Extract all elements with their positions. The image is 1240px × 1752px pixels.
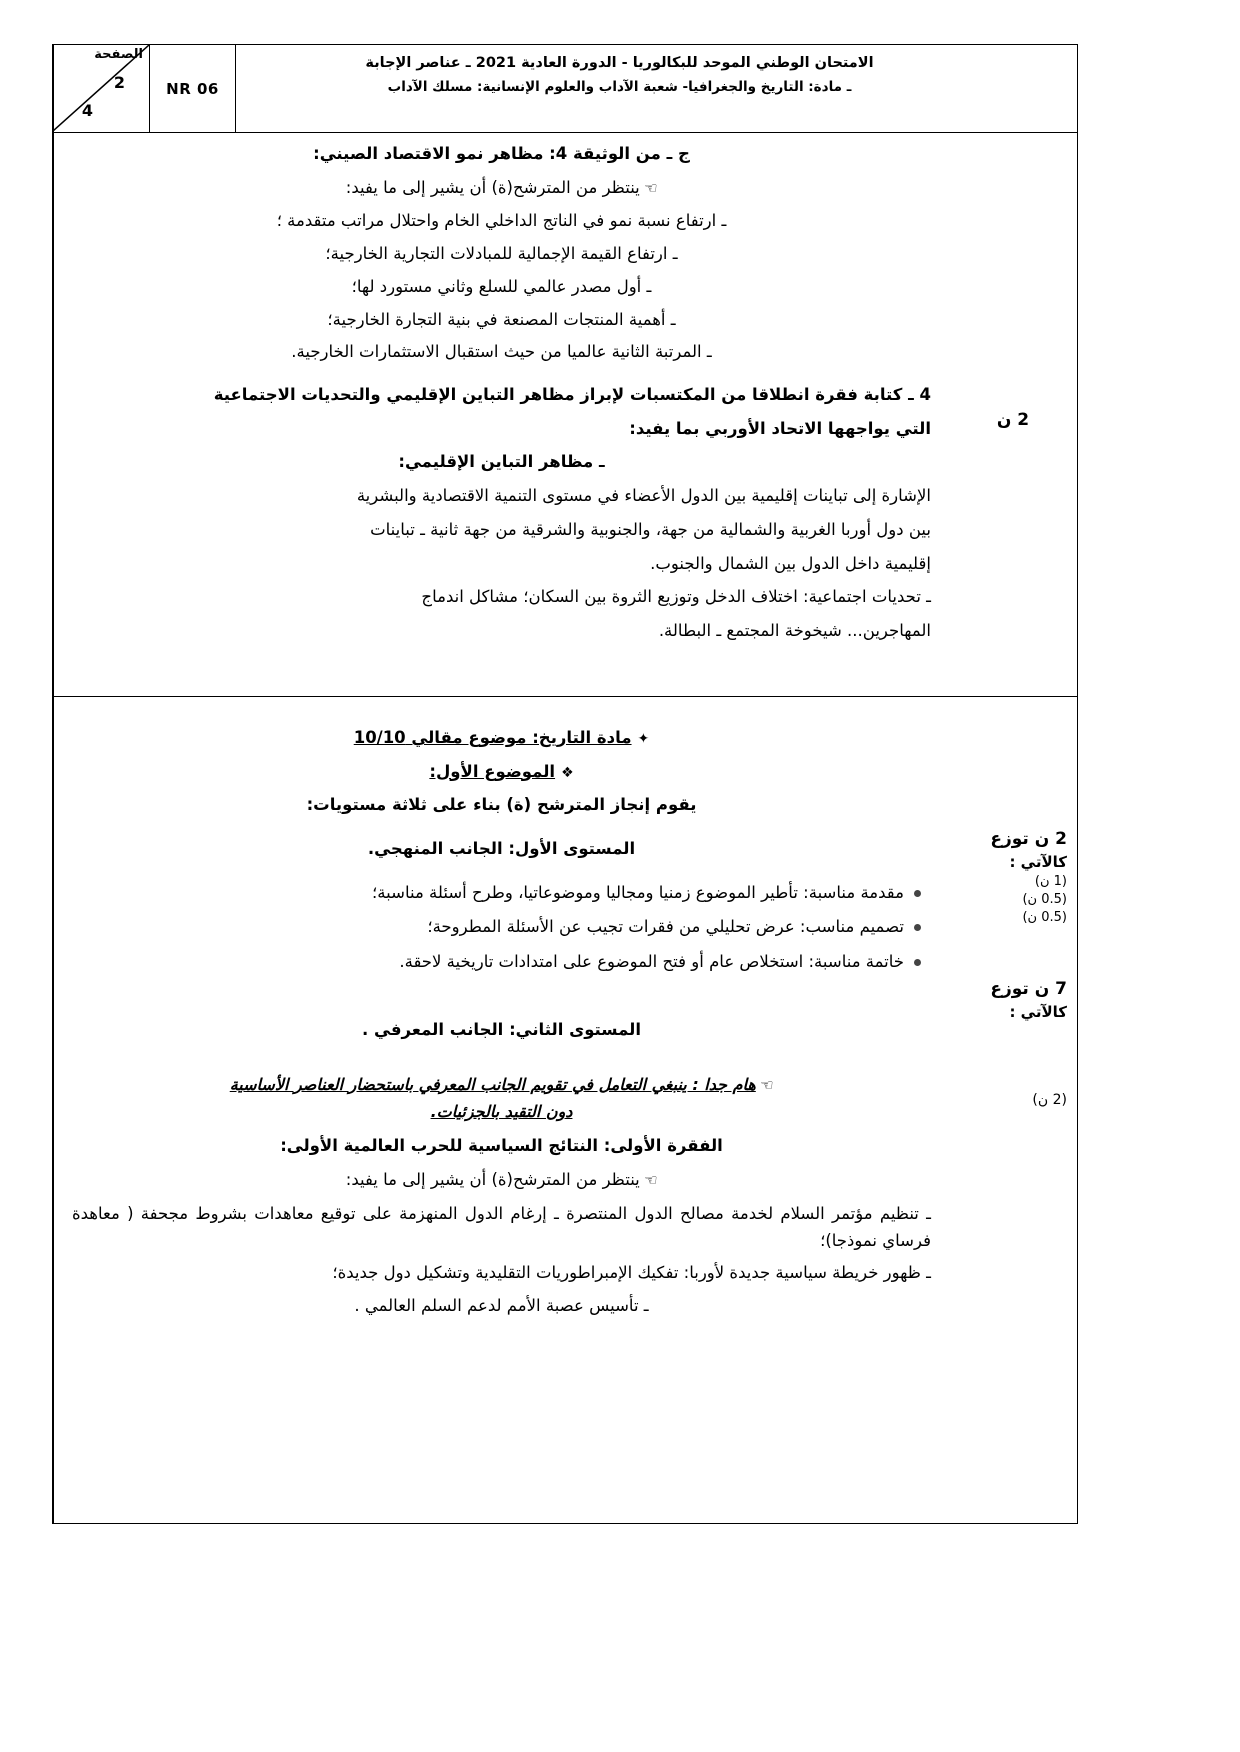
content-column: [53, 133, 949, 1523]
header-right-margin: [1003, 45, 1077, 132]
geo-item: ـ أهمية المنتجات المصنعة في بنية التجارة الخارجية؛: [327, 309, 676, 329]
marks-spacer-top-4: [959, 809, 1067, 829]
bullet-dot-icon: [914, 924, 921, 931]
marks-spacer-top-2: [959, 741, 1067, 775]
history-para1-item: ـ تنظيم مؤتمر السلام لخدمة مصالح الدول المنتصرة ـ إرغام الدول المنهزمة على توقيع معاهدات بشروط مجحفة ( معاهدة فرساي نموذجا)؛: [72, 1203, 931, 1250]
pointing-hand-icon: ☞: [759, 1075, 774, 1094]
history-para1-expected: [72, 1167, 931, 1194]
history-level1-bullets: [72, 880, 931, 975]
history-spacer-3: [72, 983, 931, 1017]
list-item: [72, 949, 931, 975]
history-spacer-top: [72, 705, 931, 725]
marks-cell-history: [949, 697, 1077, 1108]
marks-spacer-bottom: [959, 1021, 1067, 1055]
list-item: [72, 914, 931, 940]
mark-level1-item-2: (0.5 ن): [1022, 892, 1067, 907]
history-para1-items: [72, 1201, 931, 1320]
mark-level1-item-1: (1 ن): [1034, 874, 1067, 889]
section-geography: [54, 133, 949, 697]
header-title-block: [235, 45, 1003, 132]
list-item-label: خاتمة مناسبة: استخلاص عام أو فتح الموضوع على امتدادات تاريخية لاحقة.: [399, 951, 904, 971]
history-important-note-1: [72, 1071, 931, 1099]
geo-q4-heading-1: 4 ـ كتابة فقرة انطلاقا من المكتسبات لإبراز مظاهر التباين الإقليمي والتحديات الاجتماعية: [213, 385, 931, 405]
list-item: [72, 880, 931, 906]
geo-q3c-heading: [72, 141, 931, 168]
history-topic-one: [72, 759, 931, 786]
geo-item: ـ المرتبة الثانية عالميا من حيث استقبال الاستثمارات الخارجية.: [291, 342, 712, 362]
history-spacer-1: [72, 826, 931, 836]
mark-level1-label: كالآتي :: [1009, 853, 1067, 871]
geo-q4-par1-line3: إقليمية داخل الدول بين الشمال والجنوب.: [650, 553, 931, 573]
history-para1-expected-text: ينتظر من المترشح(ة) أن يشير إلى ما يفيد:: [345, 1170, 640, 1190]
marks-column: [949, 133, 1077, 1523]
document-header: [53, 45, 1077, 133]
mark-geo-q4: 2 ن: [996, 409, 1030, 430]
list-item-label: مقدمة مناسبة: تأطير الموضوع زمنيا ومجاليا وموضوعاتيا، وطرح أسئلة مناسبة؛: [372, 882, 904, 902]
flower-bullet-icon: ❖: [561, 764, 574, 781]
geo-expected-line: [72, 175, 931, 202]
marks-level-1: [959, 829, 1067, 925]
geo-q4-par2-line2: المهاجرين... شيخوخة المجتمع ـ البطالة.: [658, 621, 931, 641]
history-subject-text: مادة التاريخ: موضوع مقالي 10/10: [353, 728, 632, 747]
marks-cell-geography: [949, 133, 1077, 697]
geo-item: ـ أول مصدر عالمي للسلع وثاني مستورد لها؛: [351, 276, 652, 296]
mark-para1: (2 ن): [1032, 1092, 1067, 1108]
geo-expected-text: ينتظر من المترشح(ة) أن يشير إلى ما يفيد:: [345, 177, 640, 197]
history-important-note-1-text: هام جدا : ينبغي التعامل في تقويم الجانب المعرفي باستحضار العناصر الأساسية: [229, 1074, 756, 1094]
marks-spacer-top: [959, 707, 1067, 741]
geo-item: ـ ارتفاع نسبة نمو في الناتج الداخلي الخام واحتلال مراتب متقدمة ؛: [276, 211, 727, 231]
mark-level2-label: كالآتي :: [1009, 1003, 1067, 1021]
mark-level2-total: 7 ن توزع: [990, 979, 1067, 999]
history-para1-item: ـ ظهور خريطة سياسية جديدة لأوربا: تفكيك الإمبراطوريات التقليدية وتشكيل دول جديدة؛: [332, 1263, 931, 1283]
marks-spacer-top-3: [959, 775, 1067, 809]
bullet-dot-icon: [914, 890, 921, 897]
page-number-box: [53, 45, 149, 132]
page-current: 2: [113, 73, 125, 92]
history-para1-title: الفقرة الأولى: النتائج السياسية للحرب العالمية الأولى:: [280, 1136, 723, 1156]
geo-q4-heading-2: التي يواجهها الاتحاد الأوربي بما يفيد:: [629, 418, 931, 438]
pointing-hand-icon: ☞: [643, 1171, 658, 1190]
history-spacer-4: [72, 1051, 931, 1071]
marks-spacer-mid: [959, 925, 1067, 959]
list-item-label: تصميم مناسب: عرض تحليلي من فقرات تجيب عن الأسئلة المطروحة؛: [427, 917, 904, 937]
history-level2-title: المستوى الثاني: الجانب المعرفي .: [361, 1020, 641, 1040]
geo-item: ـ ارتفاع القيمة الإجمالية للمبادلات التجارية الخارجية؛: [325, 244, 678, 264]
exam-title-line-2: ـ مادة: التاريخ والجغرافيا- شعبة الآداب والعلوم الإنسانية: مسلك الآداب: [387, 79, 852, 95]
marks-spacer-mid-2: [959, 959, 1067, 979]
geo-items-list: [72, 208, 931, 366]
exam-title-line-1: الامتحان الوطني الموحد للبكالوريا - الدورة العادية 2021 ـ عناصر الإجابة: [365, 55, 874, 71]
geo-q4-sub-1: ـ مظاهر التباين الإقليمي:: [398, 452, 605, 472]
history-intro: يقوم إنجاز المترشح (ة) بناء على ثلاثة مستويات:: [306, 795, 697, 815]
geo-q4-par1-line2: بين دول أوربا الغربية والشمالية من جهة، والجنوبية والشرقية من جهة ثانية ـ تباينات: [370, 519, 931, 539]
bullet-dot-icon: [914, 959, 921, 966]
mark-level1-item-3: (0.5 ن): [1022, 910, 1067, 925]
history-topic-one-text: الموضوع الأول:: [429, 761, 556, 781]
history-spacer-2: [72, 870, 931, 880]
mark-level1-total: 2 ن توزع: [990, 829, 1067, 849]
history-level1-title: المستوى الأول: الجانب المنهجي.: [367, 839, 636, 859]
geo-q3c-heading-text: ج ـ من الوثيقة 4: مظاهر نمو الاقتصاد الصيني:: [313, 144, 690, 163]
section-history: [54, 697, 949, 1332]
page-total: 4: [81, 101, 93, 120]
marks-spacer-bottom-2: [959, 1055, 1067, 1089]
geo-q4-par2-line1: ـ تحديات اجتماعية: اختلاف الدخل وتوزيع الثروة بين السكان؛ مشاكل اندماج: [421, 587, 931, 607]
geo-spacer: [72, 372, 931, 382]
geo-q4-par1-line1: الإشارة إلى تباينات إقليمية بين الدول الأعضاء في مستوى التنمية الاقتصادية والبشرية: [356, 486, 931, 506]
history-para1-item: ـ تأسيس عصبة الأمم لدعم السلم العالمي .: [354, 1296, 649, 1316]
exam-answer-sheet: [52, 44, 1078, 1524]
exam-code: NR 06: [149, 45, 235, 132]
diamond-bullet-icon: ✦: [637, 731, 650, 747]
history-important-note-2: دون التقيد بالجزئيات.: [430, 1102, 573, 1122]
marks-paragraph-1: [959, 1092, 1067, 1108]
answer-table: [53, 133, 1077, 1523]
page-label: الصفحة: [94, 47, 143, 62]
marks-level-2: [959, 979, 1067, 1021]
pointing-hand-icon: ☞: [643, 178, 658, 197]
history-subject-line: [72, 725, 931, 752]
